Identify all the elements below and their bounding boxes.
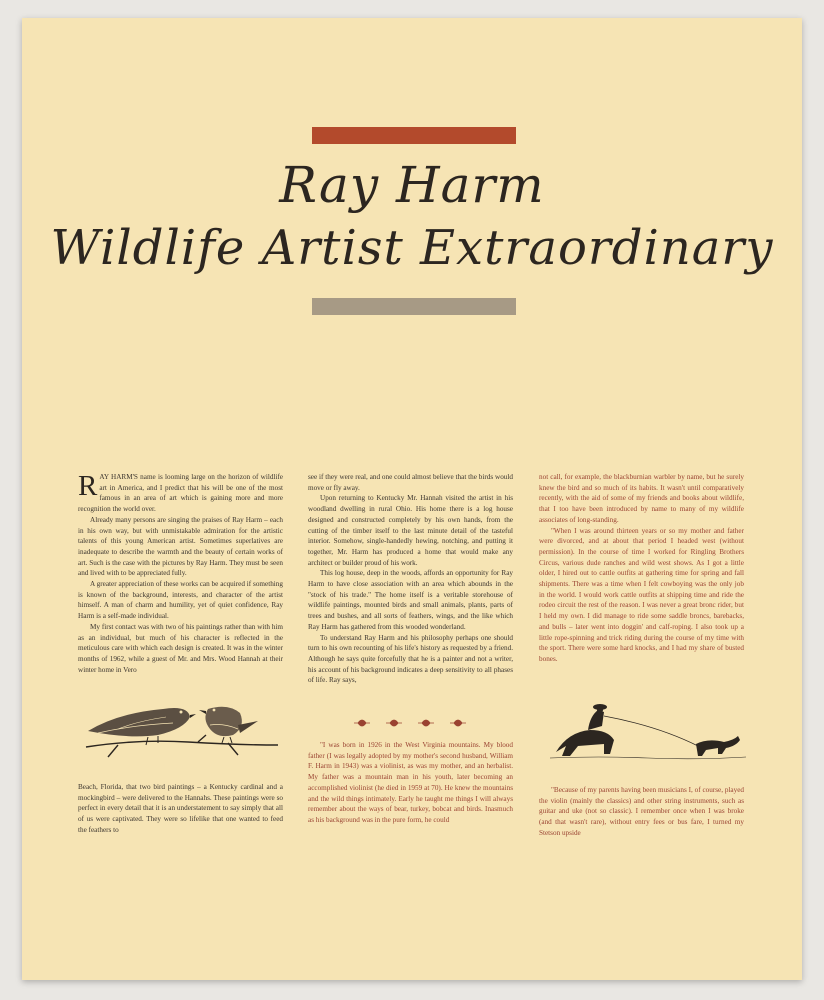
calf-icon <box>696 736 740 756</box>
col1-paragraph-3: A greater appreciation of these works can be acquired if something is known of the background, interests, and character of the artist himself. A man of charm and humility, yet of quiet confidence, Ray Harm is a self-made individual. <box>78 580 283 621</box>
fleuron-icon <box>354 720 370 726</box>
fleuron-ornaments <box>352 716 472 730</box>
branch <box>86 735 278 757</box>
col3-bottom-paragraph: "Because of my parents having been musicians I, of course, played the violin (mainly the classics) and other string instruments, such as guitar and uke (not so classic). I remember once when I was broke (and that wasn't rare), without entry fees or bus fare, I turned my Stetson upside <box>539 786 744 837</box>
fleuron-icon <box>450 720 466 726</box>
col1-paragraph-1: RAY HARM'S name is looming large on the horizon of wildlife art in America, and I predict that his will be one of the most famous in an area of art which is gaining more and more recognition the world over. <box>78 470 283 514</box>
drop-cap: R <box>78 470 98 502</box>
sparrow-right-icon <box>199 707 258 743</box>
column-2 <box>308 472 513 686</box>
col2-paragraph-4: To understand Ray Harm and his philosophy perhaps one should turn to his own recounting of his life's history as requested by a friend. Although he says quite forcefully that he is a painter and not a writer, his account of his background indicates a deep sensitivity to all phases of life. Ray says, <box>308 633 513 685</box>
col3-paragraph-2: "When I was around thirteen years or so my mother and father were divorced, and at about that period I headed west (without permission). In the course of time I worked for Ringling Brothers Circus, various dude ranches and wild west shows. As I got a little older, I hired out to cattle outfits at gathering time for spring and fall shipments. There was a time when I felt cowboying was the only job in the world. I would work cattle outfits at shipping time and ride the rodeo circuit the rest of the reason. I was never a great bronc rider, but I held my own. I did manage to ride some saddle broncs, barebacks, and bulls – later went into doggin' and calf-roping. I also took up a little rope-spinning and trick riding during the course of my time with the sport. There were some hard knocks, and I had my share of busted bones. <box>539 526 744 663</box>
bottom-decorative-bar <box>312 298 516 315</box>
col2-bottom-paragraph: "I was born in 1926 in the West Virginia mountains. My blood father (I was legally adopted by my mother's second husband, William F. Harm in 1943) was a violinist, as was my mother, and an herbalist. My father was a mountain man in his youth, later becoming an accomplished violinist (he died in 1959 at 70). He knew the mountains and the wild things intimately. Early he taught me things I will always remember about the ways of bear, turkey, bobcat and birds. Inasmuch as his background was in the pure form, he could <box>308 741 513 824</box>
fleuron-icon <box>418 720 434 726</box>
col2-continued <box>308 740 513 826</box>
column-3 <box>539 472 744 665</box>
col1-continued <box>78 782 283 836</box>
col1-paragraph-4: My first contact was with two of his paintings rather than with him as an individual, but much of his character is reflected in the meticulous care with which each design is created. It was in the winter months of 1962, while a guest of Mr. and Mrs. Wood Hannah at their winter home in Vero <box>78 622 283 674</box>
col2-paragraph-2: Upon returning to Kentucky Mr. Hannah visited the artist in his woodland dwelling in rural Ohio. His home there is a log house designed and constructed completely by his own hands, from the cutting of the timber itself to the last minute detail of the tasteful interior. Somehow, single-handedly hewing, notching, and putting it together, Mr. Harm has produced a home that would make any architect or builder proud of his work. <box>308 494 513 567</box>
birds-illustration <box>78 695 283 767</box>
top-decorative-bar <box>312 127 516 144</box>
ground-line <box>550 757 746 759</box>
title-ray-harm: Ray Harm <box>279 156 545 214</box>
col2-paragraph-3: This log house, deep in the woods, affords an opportunity for Ray Harm to have close association with an area which abounds in the "stock of his trade." The home itself is a veritable storehouse of wildlife paintings, mounted birds and small animals, plants, parts of trees and bushes, and all sorts of feathers, wings, and the like which Ray Harm has gathered from this wooded wonderland. <box>308 569 513 631</box>
fleuron-icon <box>386 720 402 726</box>
title-subtitle: Wildlife Artist Extraordinary <box>50 220 774 276</box>
lasso-rope <box>604 716 698 746</box>
col2-paragraph-1: see if they were real, and one could almost believe that the birds would move or fly away. <box>308 473 513 492</box>
col3-paragraph-1: not call, for example, the blackburnian warbler by name, but he surely knew the bird and so much of its habits. It wasn't until comparatively recently, with the aid of some of my friends and books about wildlife, that I too have been introduced by name to many of my wildlife associates of long-standing. <box>539 473 744 524</box>
col1-bottom-paragraph: Beach, Florida, that two bird paintings – a Kentucky cardinal and a mockingbird – were delivered to the Hannahs. These paintings were so perfect in every detail that it is an understatement to say simply that all of us were captivated. They were so lifelike that one wanted to feed the feathers to <box>78 783 283 834</box>
column-1 <box>78 472 283 675</box>
cowboy-roping-illustration <box>548 700 748 762</box>
sparrow-left-icon <box>88 708 196 745</box>
horse-and-rider-icon <box>556 704 614 756</box>
col1-paragraph-2: Already many persons are singing the praises of Ray Harm – each in his own way, but with unmistakable admiration for the artistic talents of this young American artist. Sometimes superlatives are inadequate to describe the warmth and the beauty of certain works of art. Such is the case with the pictures by Ray Harm. They must be seen and lived with to be appreciated fully. <box>78 515 283 578</box>
col3-continued <box>539 785 744 839</box>
